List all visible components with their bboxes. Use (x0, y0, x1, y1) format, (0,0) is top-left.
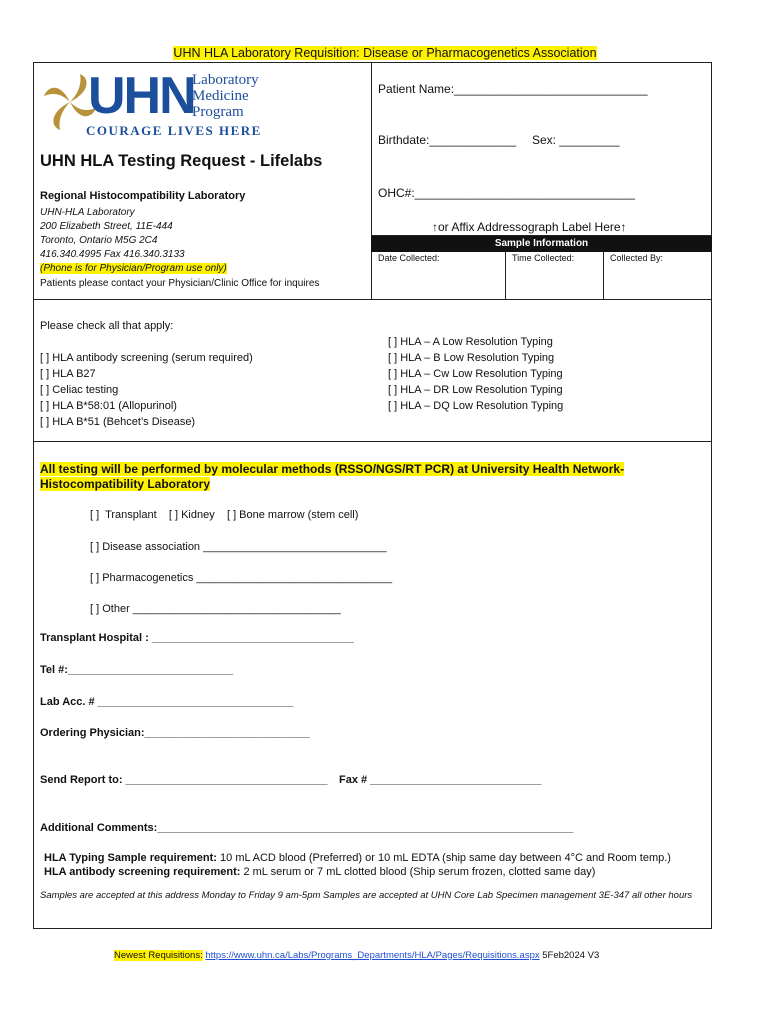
check-list-right (388, 334, 563, 414)
addressograph-label: ↑or Affix Addressograph Label Here↑ (432, 220, 627, 234)
lab-phone-note: (Phone is for Physician/Program use only) (40, 263, 227, 274)
antibody-requirement-label: HLA antibody screening requirement: (44, 866, 241, 878)
divider-sample-1 (505, 252, 506, 299)
ohc-field[interactable]: OHC#:_________________________________ (378, 186, 635, 200)
other-field[interactable]: [ ] Other __________________________________ (90, 603, 341, 615)
check-celiac[interactable]: [ ] Celiac testing (40, 384, 119, 396)
birthdate-field[interactable]: Birthdate:_____________ (378, 133, 517, 147)
logo-slogan: COURAGE LIVES HERE (86, 123, 262, 138)
additional-comments-field[interactable]: Additional Comments:____________________________________________________________________ (40, 822, 574, 834)
lab-address-line-2: 200 Elizabeth Street, 11E-444 (40, 221, 173, 232)
logo-line-1: Laboratory (192, 72, 259, 88)
lab-phone-fax: 416.340.4995 Fax 416.340.3133 (40, 249, 185, 260)
logo-line-3: Program (192, 104, 244, 120)
sex-field[interactable]: Sex: _________ (532, 133, 620, 147)
logo-program-name (192, 72, 259, 120)
patient-contact-note: Patients please contact your Physician/Clinic Office for inquires (40, 278, 320, 289)
sample-acceptance-note: Samples are accepted at this address Monday to Friday 9 am-5pm Samples are accepted at UHN Core Lab Specimen management 3E-347 all other hours (40, 890, 693, 901)
check-instructions: Please check all that apply: (40, 320, 174, 332)
requisition-title (0, 46, 770, 60)
check-hla-a[interactable]: [ ] HLA – A Low Resolution Typing (388, 336, 553, 348)
lab-acc-field[interactable]: Lab Acc. # ________________________________ (40, 696, 294, 708)
uhn-logo (40, 68, 300, 140)
patient-name-field[interactable]: Patient Name:_____________________________ (378, 82, 648, 96)
check-hla-b27[interactable]: [ ] HLA B27 (40, 368, 96, 380)
uhn-wordmark: UHN (88, 67, 195, 125)
transplant-options[interactable]: [ ] Transplant [ ] Kidney [ ] Bone marrow (stem cell) (90, 509, 359, 521)
requisition-title-text: UHN HLA Laboratory Requisition: Disease or Pharmacogenetics Association (173, 46, 597, 60)
check-hla-cw[interactable]: [ ] HLA – Cw Low Resolution Typing (388, 368, 563, 380)
date-collected-field[interactable]: Date Collected: (378, 253, 440, 263)
molecular-methods-note (40, 462, 624, 492)
antibody-requirement-text: 2 mL serum or 7 mL clotted blood (Ship serum frozen, clotted same day) (243, 866, 596, 878)
lab-address (40, 206, 227, 276)
check-hla-dr[interactable]: [ ] HLA – DR Low Resolution Typing (388, 384, 563, 396)
collected-by-field[interactable]: Collected By: (610, 253, 664, 263)
tel-field[interactable]: Tel #:___________________________ (40, 664, 234, 676)
check-hla-b51[interactable]: [ ] HLA B*51 (Behcet’s Disease) (40, 416, 196, 428)
pharmacogenetics-field[interactable]: [ ] Pharmacogenetics ________________________________ (90, 572, 393, 584)
molecular-line-2: Histocompatibility Laboratory (40, 477, 211, 491)
lab-name: Regional Histocompatibility Laboratory (40, 190, 246, 202)
check-hla-b[interactable]: [ ] HLA – B Low Resolution Typing (388, 352, 555, 364)
ordering-physician-field[interactable]: Ordering Physician:___________________________ (40, 727, 310, 739)
disease-association-field[interactable]: [ ] Disease association ______________________________ (90, 541, 387, 553)
time-collected-field[interactable]: Time Collected: (512, 253, 575, 263)
molecular-line-1: All testing will be performed by molecular methods (RSSO/NGS/RT PCR) at University Health Network- (40, 462, 625, 476)
fax-field[interactable]: Fax # ____________________________ (339, 774, 542, 786)
divider-header-vertical (371, 62, 372, 299)
footer (114, 950, 599, 961)
logo-line-2: Medicine (192, 88, 249, 104)
divider-checks-bottom (33, 441, 712, 442)
lab-address-line-1: UHN-HLA Laboratory (40, 207, 135, 218)
check-list-left (40, 350, 253, 430)
transplant-hospital-field[interactable]: Transplant Hospital : _________________________________ (40, 632, 354, 644)
footer-label: Newest Requisitions: (114, 950, 203, 961)
sample-info-header: Sample Information (371, 236, 712, 252)
lab-address-line-3: Toronto, Ontario M5G 2C4 (40, 235, 158, 246)
typing-requirement-text: 10 mL ACD blood (Preferred) or 10 mL EDTA (ship same day between 4°C and Room temp.) (220, 852, 671, 864)
send-report-field[interactable]: Send Report to: _________________________________ (40, 774, 328, 786)
divider-sample-2 (603, 252, 604, 299)
check-hla-antibody[interactable]: [ ] HLA antibody screening (serum required) (40, 352, 253, 364)
form-title: UHN HLA Testing Request - Lifelabs (40, 152, 323, 170)
version-label: 5Feb2024 V3 (542, 950, 600, 961)
check-hla-dq[interactable]: [ ] HLA – DQ Low Resolution Typing (388, 400, 564, 412)
divider-header-bottom (33, 299, 712, 300)
sample-requirements (44, 851, 671, 879)
check-hla-b5801[interactable]: [ ] HLA B*58:01 (Allopurinol) (40, 400, 177, 412)
typing-requirement-label: HLA Typing Sample requirement: (44, 852, 217, 864)
requisitions-link[interactable]: https://www.uhn.ca/Labs/Programs_Departments/HLA/Pages/Requisitions.aspx (205, 950, 540, 961)
